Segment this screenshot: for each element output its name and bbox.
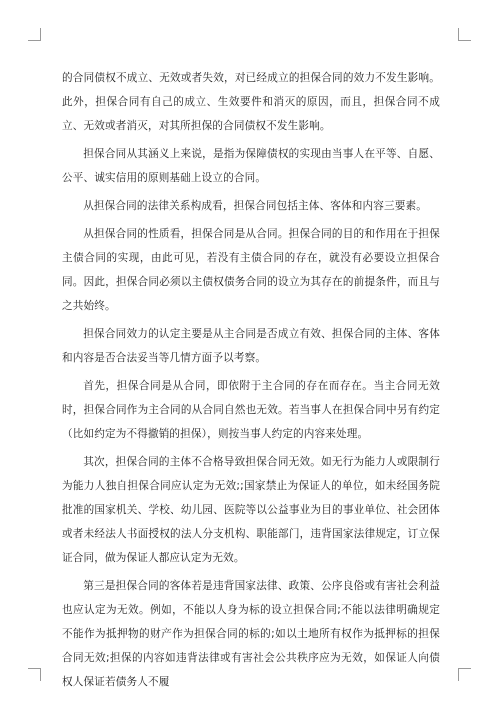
crop-mark-top-right (458, 28, 471, 41)
crop-mark-top-left (28, 28, 41, 41)
paragraph-elements: 从担保合同的法律关系构成看，担保合同包括主体、客体和内容三要素。 (83, 200, 427, 212)
paragraph-nature: 从担保合同的性质看，担保合同是从合同。担保合同的目的和作用在于担保主债合同的实现，由此可见，若没有主债合同的存在，就没有必要设立担保合同。因此，担保合同必须以主债权债务合同的设立为其存在的前提条件，而且与之共始终。 (62, 228, 440, 312)
paragraph-third: 第三是担保合同的客体若是违背国家法律、政策、公序良俗或有害社会利益也应认定为无效。例如，不能以人身为标的设立担保合同;不能以法律明确规定不能作为抵押物的财产作为担保合同的标的;如以土地所有权作为抵押标的担保合同无效;担保的内容如违背法律或有害社会公共秩序应为无效，如保证人向债权人保证若债务人不履 (62, 580, 440, 688)
paragraph-validity: 担保合同效力的认定主要是从主合同是否成立有效、担保合同的主体、客体和内容是否合法妥当等几情方面予以考察。 (62, 328, 440, 364)
crop-mark-bottom-right (458, 668, 471, 681)
paragraph-second: 其次，担保合同的主体不合格导致担保合同无效。如无行为能力人或限制行为能力人独自担保合同应认定为无效;;国家禁止为保证人的单位，如未经国务院批准的国家机关、学校、幼儿园、医院等以公益事业为目的事业单位、社会团体或者未经法人书面授权的法人分支机构、职能部门，违背国家法律规定，订立保证合同，做为保证人都应认定为无效。 (62, 456, 440, 564)
crop-mark-bottom-left (28, 668, 41, 681)
paragraph-definition: 担保合同从其涵义上来说，是指为保障债权的实现由当事人在平等、自愿、公平、诚实信用的原则基础上设立的合同。 (62, 148, 440, 184)
document-body (62, 66, 440, 698)
paragraph-continuation: 的合同债权不成立、无效或者失效，对已经成立的担保合同的效力不发生影响。此外，担保合同有自己的成立、生效要件和消灭的原因，而且，担保合同不成立、无效或者消灭，对其所担保的合同债权不发生影响。 (62, 72, 440, 132)
paragraph-first: 首先，担保合同是从合同，即依附于主合同的存在而存在。当主合同无效时，担保合同作为主合同的从合同自然也无效。若当事人在担保合同中另有约定（比如约定为不得撤销的担保），则按当事人约定的内容来处理。 (62, 380, 440, 440)
